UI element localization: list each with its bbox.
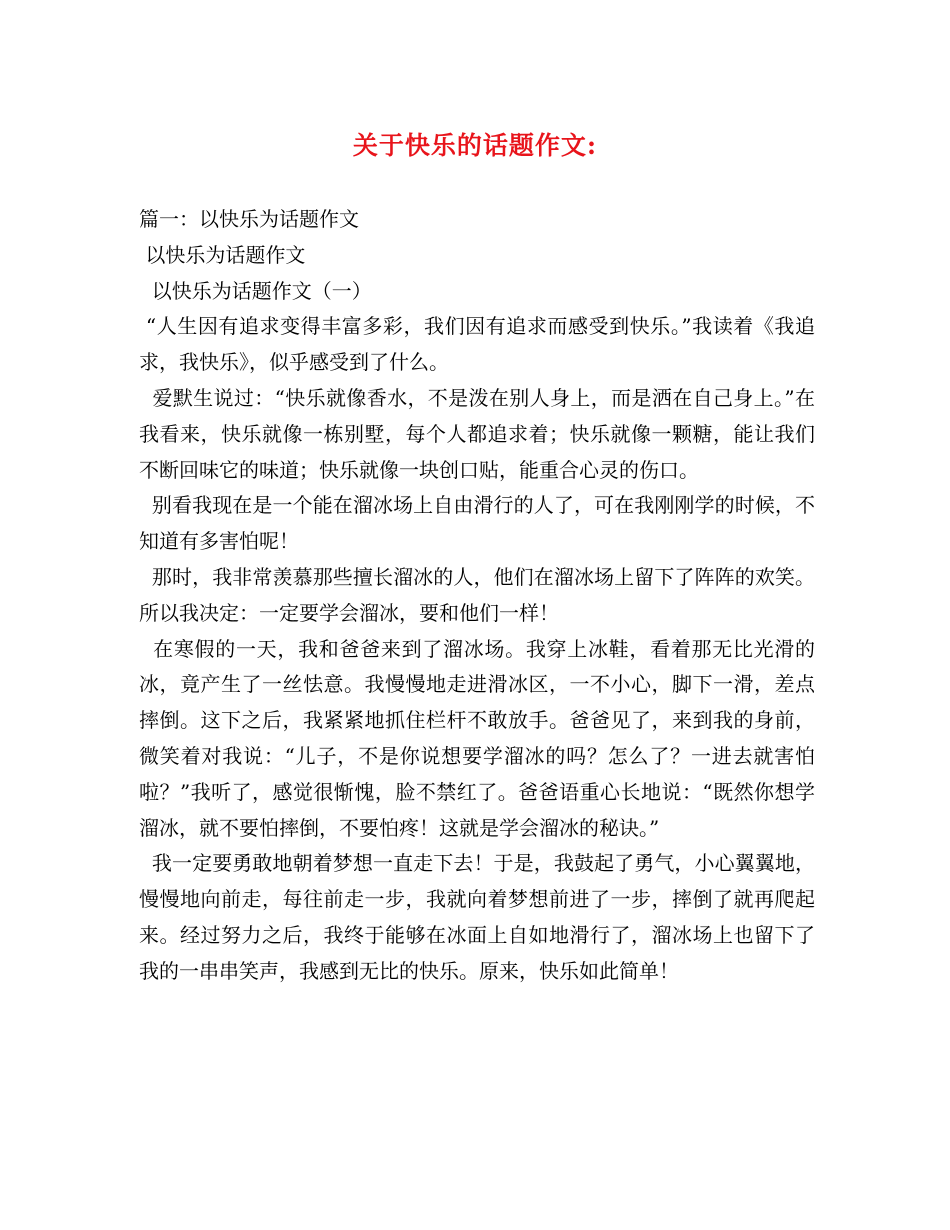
paragraph: 那时，我非常羡慕那些擅长溜冰的人，他们在溜冰场上留下了阵阵的欢笑。所以我决定：一定要学会溜冰，要和他们一样！: [139, 564, 816, 625]
document-body: [139, 202, 815, 990]
paragraph: 在寒假的一天，我和爸爸来到了溜冰场。我穿上冰鞋，看着那无比光滑的冰，竟产生了一丝怯意。我慢慢地走进滑冰区，一不小心，脚下一滑，差点摔倒。这下之后，我紧紧地抓住栏杆不敢放手。爸爸见了，来到我的身前，微笑着对我说：“儿子，不是你说想要学溜冰的吗？怎么了？一进去就害怕啦？”我听了，感觉很惭愧，脸不禁红了。爸爸语重心长地说：“既然你想学溜冰，就不要怕摔倒，不要怕疼！这就是学会溜冰的秘诀。”: [139, 636, 816, 840]
essay-subheading: 以快乐为话题作文（一）: [139, 278, 372, 303]
paragraph: “人生因有追求变得丰富多彩，我们因有追求而感受到快乐。”我读着《我追求，我快乐》，似乎感受到了什么。: [139, 314, 815, 375]
essay-heading: 以快乐为话题作文: [139, 242, 306, 267]
paragraph: 别看我现在是一个能在溜冰场上自由滑行的人了，可在我刚刚学的时候，不知道有多害怕呢！: [139, 493, 816, 554]
document-title: 关于快乐的话题作文:: [352, 131, 598, 160]
section-heading: 篇一：以快乐为话题作文: [139, 207, 359, 231]
paragraph: 我一定要勇敢地朝着梦想一直走下去！于是，我鼓起了勇气，小心翼翼地，慢慢地向前走，每往前走一步，我就向着梦想前进了一步，摔倒了就再爬起来。经过努力之后，我终于能够在冰面上自如地滑行了，溜冰场上也留下了我的一串串笑声，我感到无比的快乐。原来，快乐如此简单！: [139, 851, 816, 983]
paragraph: 爱默生说过：“快乐就像香水，不是泼在别人身上，而是洒在自己身上。”在我看来，快乐就像一栋别墅，每个人都追求着；快乐就像一颗糖，能让我们不断回味它的味道；快乐就像一块创口贴，能重合心灵的伤口。: [139, 385, 815, 482]
